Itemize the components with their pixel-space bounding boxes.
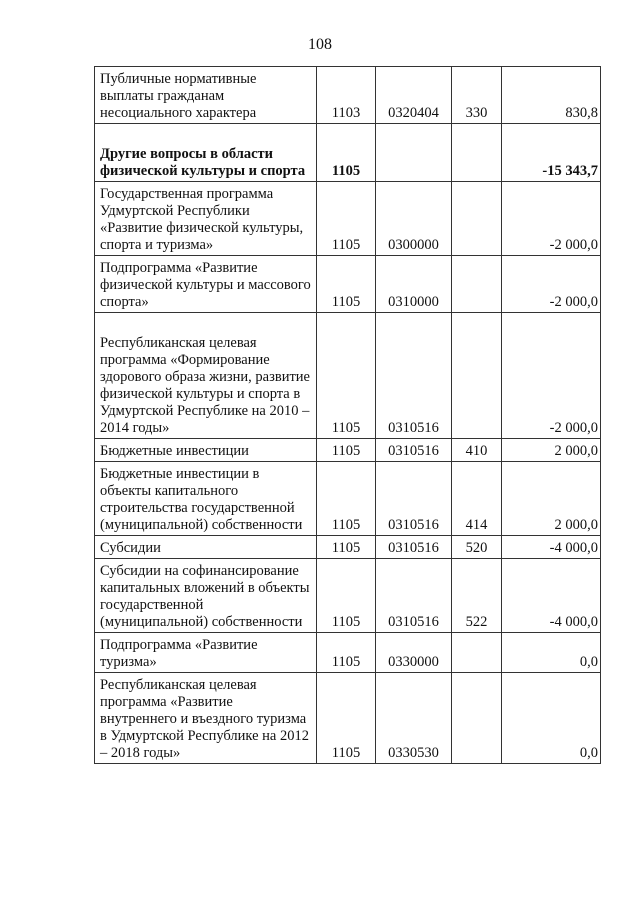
row-name: Субсидии: [95, 536, 317, 559]
table-row: [95, 313, 601, 439]
page-number: 108: [308, 36, 332, 53]
row-amount: -4 000,0: [502, 536, 601, 559]
row-target: 0310516: [376, 559, 452, 633]
row-type: 522: [452, 559, 502, 633]
row-type: 330: [452, 67, 502, 124]
row-amount: 830,8: [502, 67, 601, 124]
table-row: [95, 182, 601, 256]
row-type: 520: [452, 536, 502, 559]
row-amount: -15 343,7: [502, 124, 601, 182]
row-amount: -2 000,0: [502, 256, 601, 313]
row-name: Государственная программа Удмуртской Республики «Развитие физической культуры, спорта и туризма»: [95, 182, 317, 256]
row-amount: -2 000,0: [502, 182, 601, 256]
row-name: Бюджетные инвестиции: [95, 439, 317, 462]
row-target: 0310516: [376, 536, 452, 559]
row-section: 1105: [317, 536, 376, 559]
row-type: [452, 313, 502, 439]
row-section: 1105: [317, 256, 376, 313]
row-amount: -2 000,0: [502, 313, 601, 439]
row-name: Республиканская целевая программа «Формирование здорового образа жизни, развитие физической культуры и спорта в Удмуртской Республике на 2010 – 2014 годы»: [95, 313, 317, 439]
row-section: 1105: [317, 439, 376, 462]
row-section: 1105: [317, 462, 376, 536]
table-row: [95, 67, 601, 124]
row-target: [376, 124, 452, 182]
row-section: 1105: [317, 673, 376, 764]
row-target: 0310000: [376, 256, 452, 313]
row-type: [452, 182, 502, 256]
row-target: 0310516: [376, 313, 452, 439]
table-row: [95, 559, 601, 633]
row-type: [452, 124, 502, 182]
table-row: [95, 256, 601, 313]
row-section: 1105: [317, 633, 376, 673]
row-section: 1103: [317, 67, 376, 124]
row-target: 0300000: [376, 182, 452, 256]
row-target: 0330000: [376, 633, 452, 673]
row-name: Подпрограмма «Развитие физической культуры и массового спорта»: [95, 256, 317, 313]
row-name: Подпрограмма «Развитие туризма»: [95, 633, 317, 673]
table-row: [95, 633, 601, 673]
row-type: [452, 633, 502, 673]
table-row: [95, 536, 601, 559]
row-amount: 2 000,0: [502, 462, 601, 536]
row-section: 1105: [317, 313, 376, 439]
table-row: [95, 124, 601, 182]
row-target: 0330530: [376, 673, 452, 764]
row-target: 0310516: [376, 439, 452, 462]
row-name: Субсидии на софинансирование капитальных вложений в объекты государственной (муниципальной) собственности: [95, 559, 317, 633]
row-amount: -4 000,0: [502, 559, 601, 633]
row-target: 0310516: [376, 462, 452, 536]
table-row: [95, 462, 601, 536]
row-amount: 2 000,0: [502, 439, 601, 462]
row-name: Публичные нормативные выплаты гражданам несоциального характера: [95, 67, 317, 124]
row-section: 1105: [317, 124, 376, 182]
row-type: [452, 673, 502, 764]
row-name: Другие вопросы в области физической культуры и спорта: [95, 124, 317, 182]
row-type: [452, 256, 502, 313]
table-row: [95, 673, 601, 764]
row-section: 1105: [317, 559, 376, 633]
row-amount: 0,0: [502, 673, 601, 764]
row-amount: 0,0: [502, 633, 601, 673]
row-target: 0320404: [376, 67, 452, 124]
row-type: 414: [452, 462, 502, 536]
row-name: Бюджетные инвестиции в объекты капитального строительства государственной (муниципальной) собственности: [95, 462, 317, 536]
row-name: Республиканская целевая программа «Развитие внутреннего и въездного туризма в Удмуртской Республике на 2012 – 2018 годы»: [95, 673, 317, 764]
table-row: [95, 439, 601, 462]
budget-table: [94, 66, 601, 764]
row-section: 1105: [317, 182, 376, 256]
row-type: 410: [452, 439, 502, 462]
